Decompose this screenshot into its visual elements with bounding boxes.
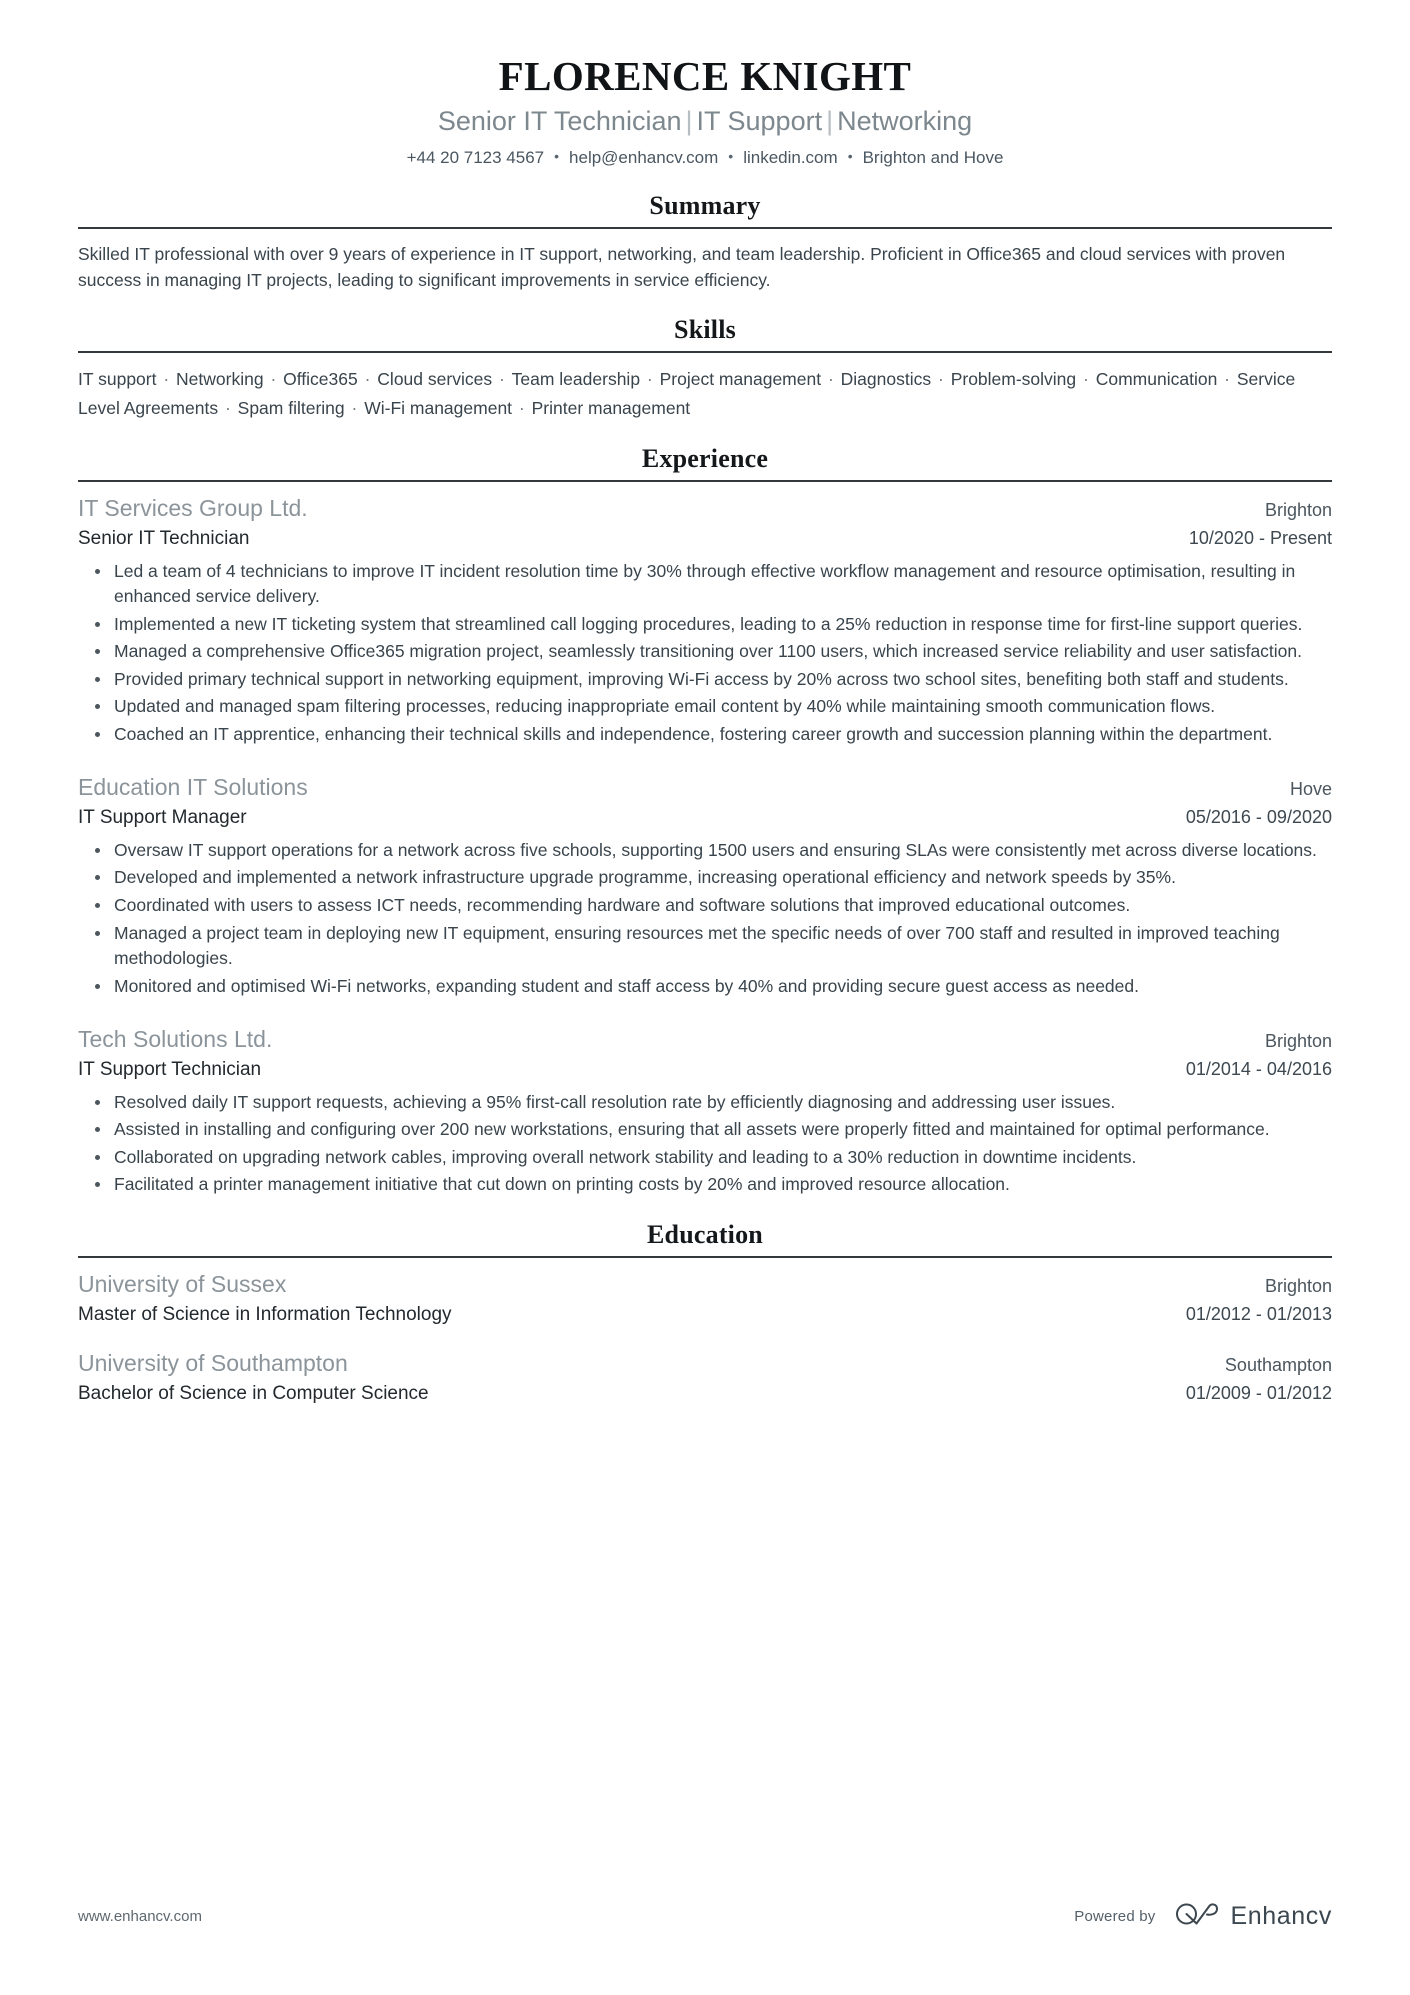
skill-item: Diagnostics [840,369,932,390]
education-entry [78,1349,1332,1407]
achievement-list [78,1090,1332,1198]
achievement-item: Updated and managed spam filtering processes, reducing inappropriate email content by 40% while maintaining smooth communication flows. [112,694,1332,720]
entry-subheader-row [78,524,1332,552]
skill-item: Service Level Agreements [78,369,1296,418]
headline-part: IT Support [696,106,823,137]
section-title-experience: Experience [641,444,769,474]
entry-subheader-row [78,1300,1332,1328]
achievement-item: Led a team of 4 technicians to improve IT incident resolution time by 30% through effective workflow management and resource optimisation, resulting in enhanced service delivery. [112,559,1332,610]
employer-name: Education IT Solutions [78,774,308,801]
skill-item: Printer management [531,397,691,418]
achievement-item: Developed and implemented a network infrastructure upgrade programme, increasing operational efficiency and network speeds by 35%. [112,865,1332,891]
achievement-item: Implemented a new IT ticketing system that streamlined call logging procedures, leading to a 25% reduction in response time for first-line support queries. [112,612,1332,638]
achievement-item: Coordinated with users to assess ICT needs, recommending hardware and software solutions that improved educational outcomes. [112,893,1332,919]
section-title-skills: Skills [674,315,736,345]
entry-subheader-row [78,1379,1332,1407]
job-title: Senior IT Technician [78,527,250,549]
candidate-name: FLORENCE KNIGHT [498,53,912,99]
skill-item: Spam filtering [237,397,345,418]
entry-header-row [78,773,1332,803]
section-skills [78,315,1332,422]
skill-item: Communication [1095,369,1218,390]
section-summary [78,191,1332,294]
experience-entries [78,494,1332,1198]
section-divider [78,480,1332,482]
skill-separator: · [494,369,510,390]
skill-item: Problem-solving [950,369,1077,390]
contact-separator-icon: • [554,147,560,164]
enhancv-logo-icon [1174,1900,1222,1933]
school-name: University of Southampton [78,1350,348,1377]
enhancv-brand-name: Enhancv [1230,1902,1332,1930]
section-title-summary: Summary [649,190,761,220]
headline-separator: | [685,106,693,137]
skill-separator: · [158,369,175,390]
achievement-item: Facilitated a printer management initiative that cut down on printing costs by 20% and improved resource allocation. [112,1172,1332,1198]
entry-header-row [78,494,1332,524]
footer-website-link[interactable]: www.enhancv.com [78,1908,202,1925]
experience-entry [78,1025,1332,1198]
skill-separator: · [823,369,839,390]
skill-item: Networking [176,369,264,390]
summary-text: Skilled IT professional with over 9 years of experience in IT support, networking, and team leadership. Proficient in Office365 and cloud services with proven success in managing IT projects, leading to significant improvements in service efficiency. [78,243,1286,291]
achievement-list [78,559,1332,748]
section-experience [78,444,1332,1198]
skill-separator: · [220,397,236,418]
employer-location: Brighton [1264,500,1332,521]
degree-title: Master of Science in Information Technology [78,1303,452,1325]
employment-dates: 05/2016 - 09/2020 [1185,807,1332,828]
job-title: IT Support Manager [78,807,247,829]
skill-separator: · [642,369,658,390]
achievement-item: Resolved daily IT support requests, achieving a 95% first-call resolution rate by efficiently diagnosing and addressing user issues. [112,1090,1332,1116]
section-divider [78,351,1332,353]
enhancv-brand [1174,1900,1333,1933]
skill-separator: · [1219,369,1235,390]
school-location: Southampton [1224,1355,1332,1376]
skill-item: Office365 [283,369,358,390]
entry-header-row [78,1349,1332,1379]
contact-item[interactable]: linkedin.com [743,147,838,167]
achievement-item: Managed a project team in deploying new IT equipment, ensuring resources met the specific needs of over 700 staff and resulted in improved teaching methodologies. [112,921,1332,972]
section-title-education: Education [647,1219,763,1249]
skill-separator: · [1078,369,1094,390]
candidate-headline [78,105,1332,137]
study-dates: 01/2009 - 01/2012 [1185,1383,1332,1404]
resume-header [78,52,1332,169]
skill-item: IT support [78,369,157,390]
contact-line [78,147,1332,169]
achievement-item: Coached an IT apprentice, enhancing their technical skills and independence, fostering career growth and succession planning within the department. [112,722,1332,748]
entry-subheader-row [78,803,1332,831]
employer-location: Hove [1289,779,1332,800]
skills-list [78,365,1332,422]
skill-separator: · [359,369,376,390]
skill-item: Project management [659,369,822,390]
skill-item: Cloud services [377,369,493,390]
skill-item: Team leadership [511,369,641,390]
employer-name: IT Services Group Ltd. [78,495,308,522]
employer-name: Tech Solutions Ltd. [78,1026,273,1053]
skill-separator: · [346,397,363,418]
achievement-list [78,838,1332,999]
powered-by-label: Powered by [1074,1908,1156,1925]
page-footer [78,1900,1332,1933]
contact-separator-icon: • [847,147,853,164]
entry-header-row [78,1270,1332,1300]
employment-dates: 01/2014 - 04/2016 [1185,1059,1332,1080]
footer-branding [1074,1900,1332,1933]
school-location: Brighton [1264,1275,1332,1296]
entry-header-row [78,1025,1332,1055]
contact-item[interactable]: Brighton and Hove [862,147,1004,167]
study-dates: 01/2012 - 01/2013 [1185,1303,1332,1324]
education-entry [78,1270,1332,1328]
contact-item[interactable]: +44 20 7123 4567 [406,147,545,167]
experience-entry [78,494,1332,747]
achievement-item: Provided primary technical support in networking equipment, improving Wi-Fi access by 20% across two school sites, benefiting both staff and students. [112,667,1332,693]
school-name: University of Sussex [78,1270,287,1297]
skill-item: Wi-Fi management [364,397,513,418]
achievement-item: Monitored and optimised Wi-Fi networks, expanding student and staff access by 40% and providing secure guest access as needed. [112,974,1332,1000]
headline-part: Senior IT Technician [437,106,682,137]
degree-title: Bachelor of Science in Computer Science [78,1383,429,1405]
job-title: IT Support Technician [78,1059,262,1081]
section-education [78,1220,1332,1407]
contact-separator-icon: • [728,147,734,164]
achievement-item: Oversaw IT support operations for a network across five schools, supporting 1500 users and ensuring SLAs were consistently met across diverse locations. [112,838,1332,864]
skill-separator: · [514,397,530,418]
section-divider [78,227,1332,229]
employment-dates: 10/2020 - Present [1188,527,1332,548]
headline-separator: | [826,106,834,137]
achievement-item: Collaborated on upgrading network cables, improving overall network stability and leading to a 30% reduction in downtime incidents. [112,1145,1332,1171]
section-divider [78,1256,1332,1258]
education-entries [78,1270,1332,1407]
achievement-item: Managed a comprehensive Office365 migration project, seamlessly transitioning over 1100 users, which increased service reliability and user satisfaction. [112,639,1332,665]
entry-subheader-row [78,1055,1332,1083]
achievement-item: Assisted in installing and configuring over 200 new workstations, ensuring that all assets were properly fitted and maintained for optimal performance. [112,1117,1332,1143]
experience-entry [78,773,1332,999]
skill-separator: · [933,369,949,390]
headline-part: Networking [837,106,973,137]
employer-location: Brighton [1264,1031,1332,1052]
skill-separator: · [265,369,282,390]
contact-item[interactable]: help@enhancv.com [569,147,719,167]
